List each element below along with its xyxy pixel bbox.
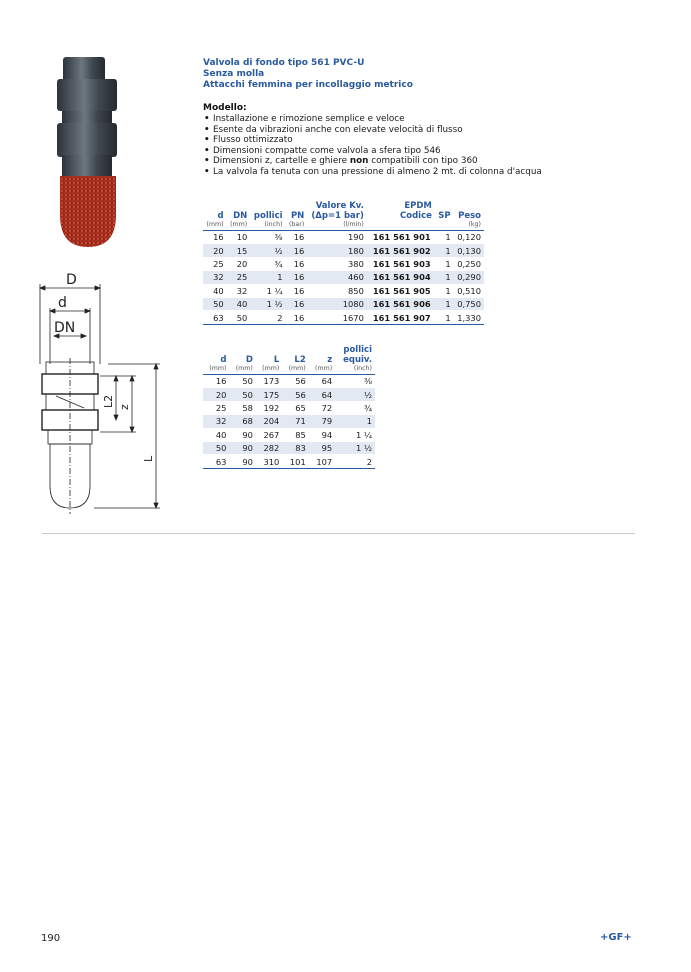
product-description xyxy=(203,58,623,178)
cell-dn: 25 xyxy=(227,271,251,284)
cell-L: 173 xyxy=(263,376,280,387)
cell-code: 161 561 903 xyxy=(372,258,431,269)
cell-kv: 380 xyxy=(348,258,364,269)
label-z: z xyxy=(118,404,131,410)
cell-d: 63 xyxy=(203,311,227,324)
cell-kv: 180 xyxy=(307,244,367,257)
unit: (inch) xyxy=(264,221,283,228)
table-row xyxy=(203,271,484,284)
unit: (mm) xyxy=(206,221,224,228)
cell-d: 50 xyxy=(203,441,229,454)
label-L2: L2 xyxy=(102,394,115,408)
unit: (kg) xyxy=(468,221,481,228)
cell-pollici: ½ xyxy=(335,388,375,401)
unit: (mm) xyxy=(209,365,227,372)
col-pn: PN xyxy=(290,211,305,221)
table-row xyxy=(203,401,375,414)
cell-d: 40 xyxy=(215,429,227,440)
cell-kv: 460 xyxy=(307,271,367,284)
dimensions-table xyxy=(203,345,375,469)
table-row xyxy=(203,297,484,310)
feature-text: Dimensioni z, cartelle e ghiere xyxy=(213,156,350,167)
col-code xyxy=(367,201,435,221)
cell-dn: 15 xyxy=(227,244,251,257)
cell-d: 40 xyxy=(213,285,224,296)
cell-z: 79 xyxy=(309,415,335,428)
product-title: Valvola di fondo tipo 561 PVC-U xyxy=(203,58,365,68)
unit: (bar) xyxy=(288,221,305,228)
cell-L: 175 xyxy=(256,388,282,401)
cell-z: 64 xyxy=(309,388,335,401)
feature-item: • Installazione e rimozione semplice e veloce xyxy=(203,114,623,125)
col-pollici-equiv xyxy=(335,345,375,365)
feature-item: • La valvola fa tenuta con una pressione di almeno 2 mt. di colonna d'acqua xyxy=(203,167,623,178)
cell-code: 161 561 905 xyxy=(372,285,431,296)
cell-L: 310 xyxy=(256,455,282,468)
cell-D: 90 xyxy=(242,429,253,440)
cell-z: 72 xyxy=(321,402,333,413)
col-L: L xyxy=(273,355,280,365)
cell-pn: 16 xyxy=(286,297,308,310)
cell-z: 64 xyxy=(321,376,333,387)
cell-d: 32 xyxy=(203,415,229,428)
cell-d: 20 xyxy=(203,388,229,401)
cell-D: 58 xyxy=(242,402,253,413)
cell-L: 267 xyxy=(263,429,280,440)
col-pollici-line1: pollici xyxy=(343,345,372,355)
cell-D: 50 xyxy=(229,388,255,401)
units-row xyxy=(203,365,375,374)
col-kv xyxy=(307,201,367,221)
model-heading: Modello: xyxy=(203,103,247,113)
cell-dn: 10 xyxy=(236,232,248,243)
col-peso: Peso xyxy=(458,211,481,221)
section-divider xyxy=(42,533,635,534)
cell-pollici: 2 xyxy=(250,311,285,324)
cell-code: 161 561 907 xyxy=(367,311,435,324)
product-connection: Attacchi femmina per incollaggio metrico xyxy=(203,80,413,90)
cell-z: 94 xyxy=(321,429,333,440)
table-row xyxy=(203,257,484,270)
cell-pn: 16 xyxy=(286,311,308,324)
cell-d: 20 xyxy=(203,244,227,257)
cell-peso: 0,120 xyxy=(457,232,481,243)
cell-d: 32 xyxy=(203,271,227,284)
cell-d: 25 xyxy=(213,258,224,269)
table-row xyxy=(203,375,375,388)
cell-dn: 50 xyxy=(227,311,251,324)
cell-L2: 65 xyxy=(295,402,306,413)
unit: (mm) xyxy=(235,365,253,372)
cell-D: 90 xyxy=(229,455,255,468)
col-z: z xyxy=(327,355,333,365)
unit: (l/min) xyxy=(343,221,364,228)
label-D: D xyxy=(66,272,77,288)
col-pollici-line2: equiv. xyxy=(343,355,372,365)
cell-d: 16 xyxy=(215,376,227,387)
cell-D: 68 xyxy=(229,415,255,428)
specs-table xyxy=(203,201,484,325)
cell-code: 161 561 902 xyxy=(367,244,435,257)
label-DN: DN xyxy=(54,320,76,336)
cell-sp: 1 xyxy=(435,244,454,257)
feature-list xyxy=(203,114,623,178)
cell-L2: 56 xyxy=(295,376,306,387)
col-pollici: pollici xyxy=(253,211,283,221)
cell-sp: 1 xyxy=(445,232,451,243)
cell-peso: 1,330 xyxy=(454,311,484,324)
table-row xyxy=(203,231,484,244)
unit: (mm) xyxy=(262,365,280,372)
cell-kv: 190 xyxy=(348,232,364,243)
cell-pollici: ¾ xyxy=(274,258,283,269)
cell-pollici: ¾ xyxy=(363,402,372,413)
cell-code: 161 561 904 xyxy=(367,271,435,284)
units-row xyxy=(203,221,484,230)
col-L2: L2 xyxy=(294,355,306,365)
cell-L2: 83 xyxy=(282,441,308,454)
cell-peso: 0,290 xyxy=(454,271,484,284)
feature-item: • Esente da vibrazioni anche con elevate velocità di flusso xyxy=(203,125,623,136)
cell-d: 16 xyxy=(213,232,224,243)
feature-emphasis: non xyxy=(349,156,369,167)
cell-pollici: 1 ¼ xyxy=(266,285,283,296)
cell-pn: 16 xyxy=(286,244,308,257)
table-header-row xyxy=(203,345,375,365)
col-kv-line1: Valore Kv. xyxy=(315,201,364,211)
cell-pn: 16 xyxy=(293,285,305,296)
cell-dn: 40 xyxy=(227,297,251,310)
table-header-row xyxy=(203,201,484,221)
cell-pollici: ⅜ xyxy=(274,232,283,243)
unit: (mm) xyxy=(288,365,306,372)
col-D: D xyxy=(245,355,253,365)
table-row xyxy=(203,284,484,297)
page-number: 190 xyxy=(41,933,61,944)
cell-code: 161 561 901 xyxy=(372,232,431,243)
cell-d: 50 xyxy=(203,297,227,310)
cell-d: 25 xyxy=(215,402,227,413)
feature-item xyxy=(203,156,623,167)
feature-text: compatibili con tipo 360 xyxy=(368,156,478,167)
cell-L2: 85 xyxy=(295,429,306,440)
feature-item: • Flusso ottimizzato xyxy=(203,135,623,146)
col-d: d xyxy=(220,355,227,365)
cell-pollici: 1 xyxy=(250,271,285,284)
valve-technical-drawing xyxy=(36,268,164,520)
cell-z: 95 xyxy=(309,441,335,454)
col-dn: DN xyxy=(233,211,248,221)
label-L: L xyxy=(142,455,155,462)
product-subtitle: Senza molla xyxy=(203,69,265,79)
cell-pollici: ⅜ xyxy=(363,376,372,387)
cell-peso: 0,130 xyxy=(454,244,484,257)
cell-pn: 16 xyxy=(293,232,305,243)
label-d: d xyxy=(58,295,67,311)
cell-L2: 71 xyxy=(282,415,308,428)
cell-L2: 56 xyxy=(282,388,308,401)
cell-code: 161 561 906 xyxy=(367,297,435,310)
table-row xyxy=(203,388,375,401)
cell-kv: 850 xyxy=(348,285,364,296)
table-row xyxy=(203,415,375,428)
feature-item: • Dimensioni compatte come valvola a sfera tipo 546 xyxy=(203,146,623,157)
col-sp: SP xyxy=(438,211,451,221)
cell-pn: 16 xyxy=(286,271,308,284)
unit: (mm) xyxy=(315,365,333,372)
unit xyxy=(367,221,435,230)
cell-pollici: 1 ½ xyxy=(335,441,375,454)
cell-D: 90 xyxy=(229,441,255,454)
brand-logo: +GF+ xyxy=(600,932,632,943)
cell-L: 282 xyxy=(256,441,282,454)
table-row xyxy=(203,244,484,257)
col-d: d xyxy=(217,211,224,221)
cell-peso: 0,510 xyxy=(457,285,481,296)
table-row xyxy=(203,311,484,324)
cell-peso: 0,250 xyxy=(457,258,481,269)
cell-pollici: 2 xyxy=(335,455,375,468)
cell-sp: 1 xyxy=(435,311,454,324)
table-row xyxy=(203,455,375,468)
cell-sp: 1 xyxy=(445,258,451,269)
col-code-line2: Codice xyxy=(400,211,432,221)
cell-kv: 1080 xyxy=(307,297,367,310)
cell-z: 107 xyxy=(309,455,335,468)
cell-L2: 101 xyxy=(282,455,308,468)
cell-pollici: ½ xyxy=(250,244,285,257)
unit: (mm) xyxy=(230,221,248,228)
cell-sp: 1 xyxy=(435,271,454,284)
valve-product-photo xyxy=(40,55,136,250)
table-row xyxy=(203,441,375,454)
cell-pn: 16 xyxy=(293,258,305,269)
cell-sp: 1 xyxy=(445,285,451,296)
unit xyxy=(435,221,454,230)
cell-peso: 0,750 xyxy=(454,297,484,310)
cell-dn: 32 xyxy=(236,285,248,296)
cell-L: 204 xyxy=(256,415,282,428)
cell-kv: 1670 xyxy=(307,311,367,324)
col-code-line1: EPDM xyxy=(404,201,432,211)
cell-D: 50 xyxy=(242,376,253,387)
cell-pollici: 1 ½ xyxy=(250,297,285,310)
table-row xyxy=(203,428,375,441)
col-kv-line2: (Δp=1 bar) xyxy=(311,211,364,221)
unit: (inch) xyxy=(353,365,372,372)
cell-pollici: 1 xyxy=(335,415,375,428)
cell-sp: 1 xyxy=(435,297,454,310)
cell-d: 63 xyxy=(203,455,229,468)
cell-pollici: 1 ¼ xyxy=(356,429,372,440)
cell-dn: 20 xyxy=(236,258,248,269)
cell-L: 192 xyxy=(263,402,280,413)
